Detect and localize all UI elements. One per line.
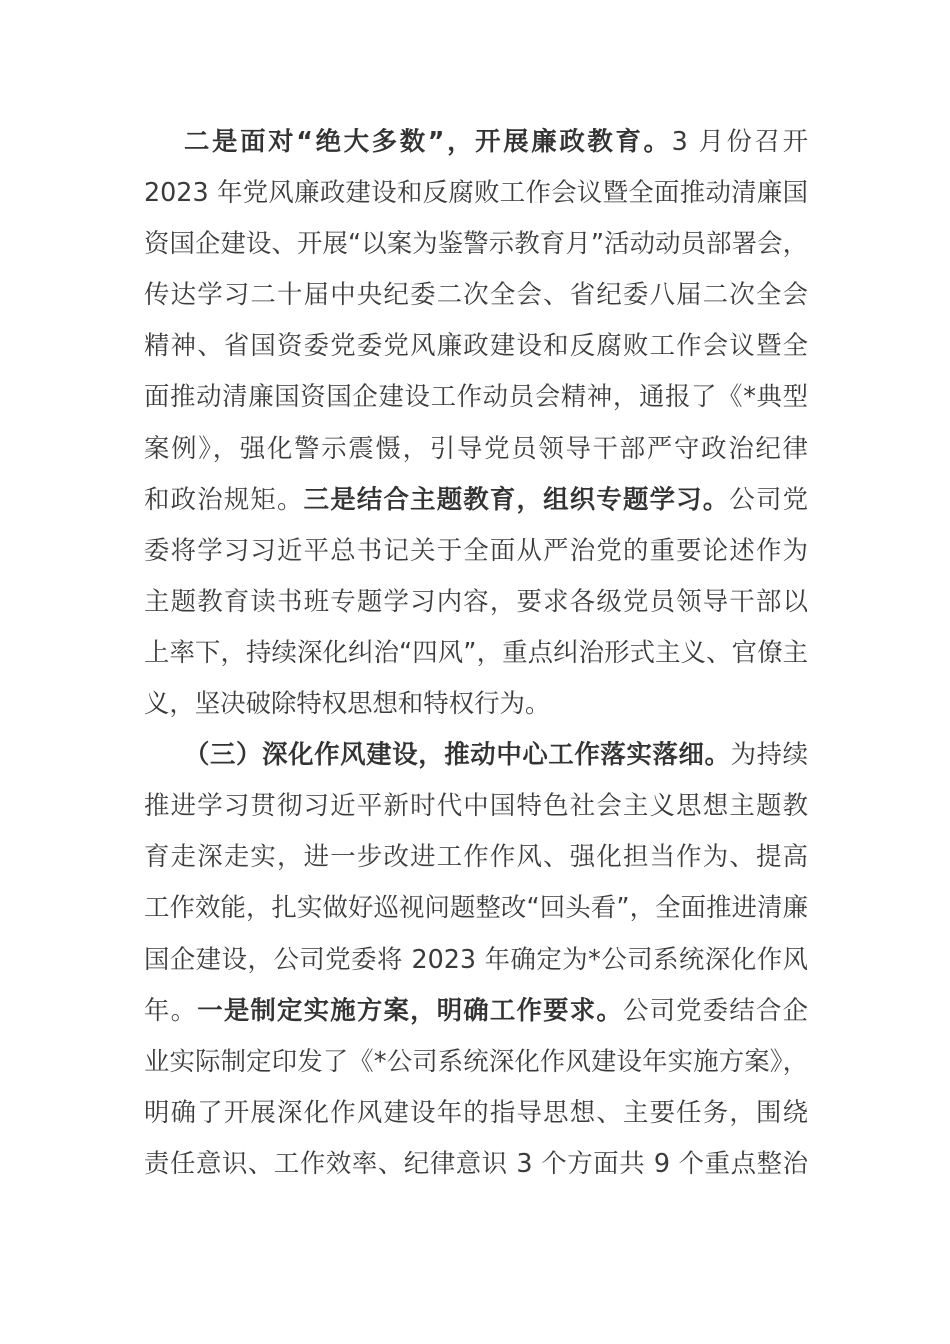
- text-line: [144, 729, 808, 780]
- text-line: [144, 525, 808, 576]
- text-line: [144, 985, 808, 1036]
- text-line: [144, 474, 808, 525]
- text-segment: 责任意识、工作效率、纪律意识 3 个方面共 9 个重点整治: [144, 1147, 808, 1178]
- paragraph-education: [144, 116, 808, 729]
- text-segment: 工作效能，扎实做好巡视问题整改“回头看”，全面推进清廉: [144, 892, 808, 923]
- text-line: [144, 269, 808, 320]
- bold-heading-1: 一是制定实施方案，明确工作要求。: [197, 994, 623, 1025]
- text-segment: 业实际制定印发了《*公司系统深化作风建设年实施方案》，: [144, 1045, 808, 1076]
- text-line: [144, 1138, 808, 1189]
- text-segment: 明确了开展深化作风建设年的指导思想、主要任务，围绕: [144, 1096, 808, 1127]
- text-line: [144, 678, 808, 729]
- text-line: [144, 934, 808, 985]
- text-line: [144, 320, 808, 371]
- text-segment: 委将学习习近平总书记关于全面从严治党的重要论述作为: [144, 534, 808, 565]
- text-line: [144, 576, 808, 627]
- text-line: [144, 627, 808, 678]
- text-segment: 面推动清廉国资国企建设工作动员会精神，通报了《*典型: [144, 381, 808, 412]
- bold-heading-3: 三是结合主题教育，组织专题学习。: [303, 483, 730, 514]
- text-line: [144, 423, 808, 474]
- text-line: [144, 167, 808, 218]
- text-segment: 和政治规矩。: [144, 483, 304, 514]
- text-segment: 育走深走实，进一步改进工作作风、强化担当作为、提高: [144, 841, 808, 872]
- text-line: [144, 831, 808, 882]
- text-segment: 公司党: [729, 483, 809, 514]
- text-segment: 年。: [144, 994, 198, 1025]
- section-heading-3: （三）深化作风建设，推动中心工作落实落细。: [184, 739, 731, 770]
- text-segment: 国企建设，公司党委将 2023 年确定为*公司系统深化作风: [144, 943, 808, 974]
- document-page: [144, 116, 808, 1189]
- text-line: [144, 1036, 808, 1087]
- paragraph-work-style: [144, 729, 808, 1189]
- text-segment: 推进学习贯彻习近平新时代中国特色社会主义思想主题教: [144, 790, 808, 821]
- text-segment: 精神、省国资委党委党风廉政建设和反腐败工作会议暨全: [144, 330, 808, 361]
- text-line: [144, 116, 808, 167]
- text-segment: 公司党委结合企: [622, 994, 809, 1025]
- text-line: [144, 371, 808, 422]
- text-segment: 资国企建设、开展“以案为鉴警示教育月”活动动员部署会，: [144, 228, 808, 259]
- text-line: [144, 780, 808, 831]
- text-segment: 3 月份召开: [671, 126, 809, 156]
- text-segment: 为持续: [730, 739, 809, 770]
- text-line: [144, 218, 808, 269]
- bold-heading-2: 二是面对“绝大多数”，开展廉政教育。: [184, 126, 672, 156]
- text-segment: 义，坚决破除特权思想和特权行为。: [144, 688, 551, 719]
- text-segment: 案例》，强化警示震慑，引导党员领导干部严守政治纪律: [144, 432, 808, 463]
- text-segment: 传达学习二十届中央纪委二次全会、省纪委八届二次全会: [144, 279, 808, 310]
- text-segment: 上率下，持续深化纠治“四风”，重点纠治形式主义、官僚主: [144, 636, 808, 667]
- text-segment: 2023 年党风廉政建设和反腐败工作会议暨全面推动清廉国: [144, 177, 808, 208]
- text-line: [144, 1087, 808, 1138]
- text-segment: 主题教育读书班专题学习内容，要求各级党员领导干部以: [144, 585, 808, 616]
- text-line: [144, 882, 808, 933]
